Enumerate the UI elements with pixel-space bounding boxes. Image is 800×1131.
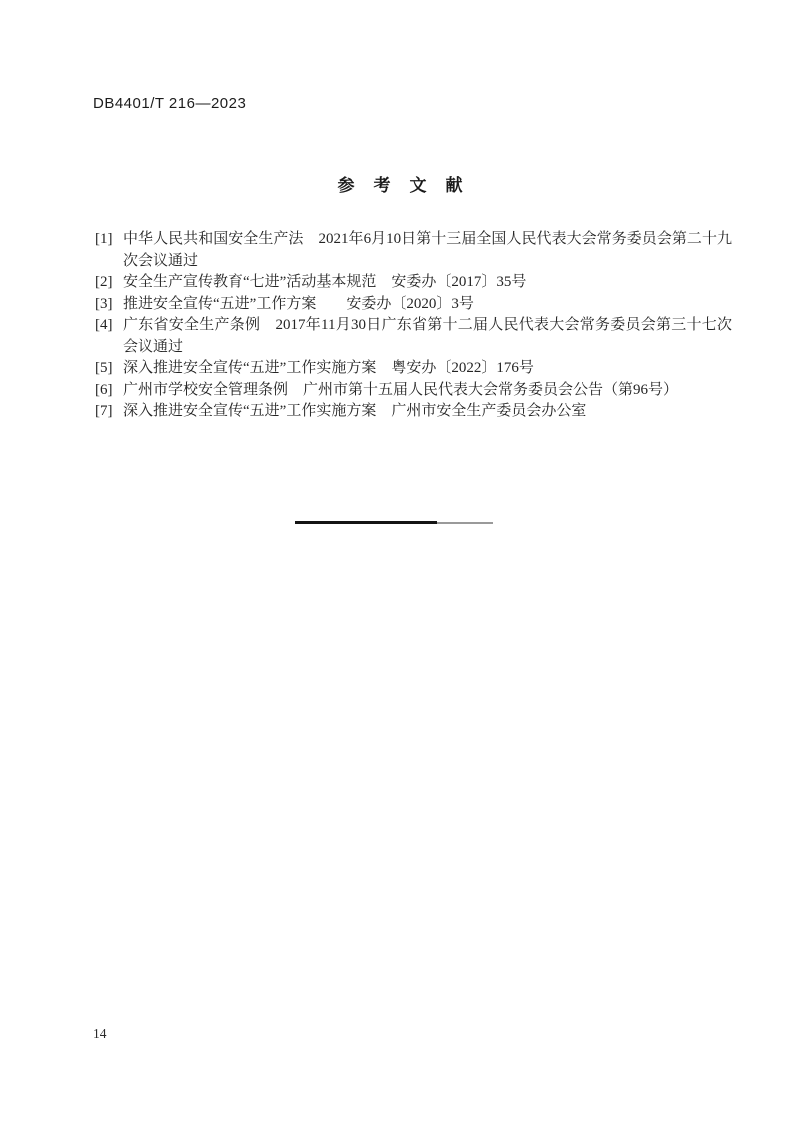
reference-text: 中华人民共和国安全生产法 2021年6月10日第十三届全国人民代表大会常务委员会第二十九次会议通过 (123, 231, 732, 269)
reference-number: [4] (95, 317, 113, 333)
reference-number: [6] (95, 381, 113, 398)
reference-item-5 (95, 358, 732, 380)
reference-text: 深入推进安全宣传“五进”工作实施方案 广州市安全生产委员会办公室 (123, 403, 587, 419)
reference-item-3 (95, 294, 732, 316)
reference-text: 深入推进安全宣传“五进”工作实施方案 粤安办〔2022〕176号 (123, 360, 534, 376)
page-number: 14 (93, 1026, 107, 1041)
reference-text: 推进安全宣传“五进”工作方案 安委办〔2020〕3号 (123, 295, 474, 312)
reference-item-4 (95, 315, 732, 358)
end-of-text-rule (295, 521, 493, 525)
rule-dark-segment (295, 521, 437, 524)
reference-item-7 (95, 401, 732, 423)
reference-number: [1] (95, 231, 113, 247)
reference-item-1 (95, 229, 732, 272)
reference-text: 安全生产宣传教育“七进”活动基本规范 安委办〔2017〕35号 (123, 274, 527, 290)
standard-code-header: DB4401/T 216—2023 (93, 95, 247, 112)
reference-number: [7] (95, 403, 113, 419)
reference-number: [5] (95, 360, 113, 376)
reference-item-6 (95, 380, 732, 402)
reference-number: [2] (95, 274, 113, 290)
reference-text: 广州市学校安全管理条例 广州市第十五届人民代表大会常务委员会公告（第96号） (123, 381, 679, 398)
reference-text: 广东省安全生产条例 2017年11月30日广东省第十二届人民代表大会常务委员会第三十七次会议通过 (123, 317, 732, 355)
reference-list (95, 229, 732, 423)
rule-light-segment (437, 522, 493, 524)
section-title-references: 参考文献 (337, 176, 482, 195)
reference-item-2 (95, 272, 732, 294)
reference-number: [3] (95, 295, 113, 312)
